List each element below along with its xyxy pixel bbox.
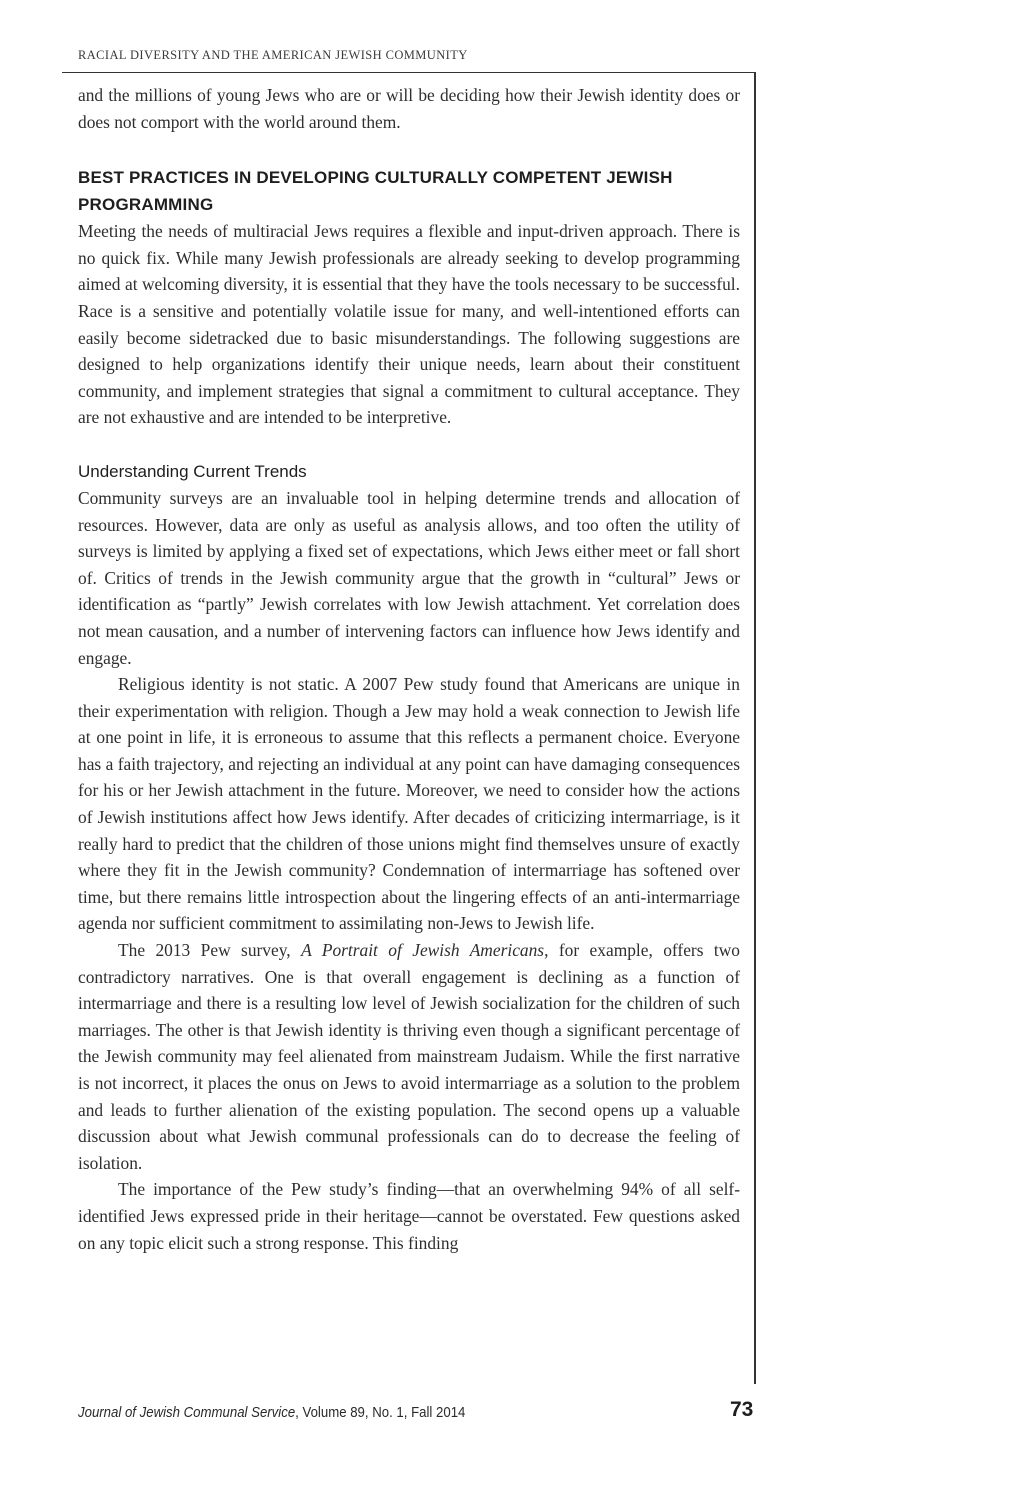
top-rule	[62, 72, 755, 73]
page-number: 73	[730, 1398, 754, 1421]
section-paragraph: Meeting the needs of multiracial Jews requires a flexible and input-driven approach. There is no quick fix. While many Jewish professionals are already seeking to develop programming aimed at welcoming diversity, it is essential that they have the tools necessary to be successful. Race is a sensitive and potentially volatile issue for many, and well-intentioned efforts can easily become sidetracked due to basic misunderstandings. The following suggestions are designed to help organizations identify their unique needs, learn about their constituent community, and implement strategies that signal a commitment to cultural acceptance. They are not exhaustive and are intended to be interpretive.	[78, 221, 740, 428]
right-rule	[754, 72, 756, 1384]
paragraph-2: Religious identity is not static. A 2007 Pew study found that Americans are unique in their experimentation with religion. Though a Jew may hold a weak connection to Jewish life at one point in life, it is erroneous to assume that this reflects a permanent choice. Everyone has a faith trajectory, and rejecting an individual at any point can have damaging consequences for his or her Jewish attachment in the future. Moreover, we need to consider how the actions of Jewish institutions affect how Jews identify. After decades of criticizing intermarriage, is it really hard to predict that the children of those unions might find themselves unsure of exactly where they fit in the Jewish community? Condemnation of intermarriage has softened over time, but there remains little introspection about the lingering effects of an anti-intermarriage agenda nor sufficient commitment to assimilating non-Jews to Jewish life.	[78, 674, 740, 934]
paragraph-4: The importance of the Pew study’s finding—that an overwhelming 94% of all self-identified Jews expressed pride in their heritage—cannot be overstated. Few questions asked on any topic elicit such a strong response. This finding	[78, 1179, 740, 1253]
paragraph-3-rest: , for example, offers two contradictory narratives. One is that overall engagement is declining as a function of intermarriage and there is a resulting low level of Jewish socialization for the children of such marriages. The other is that Jewish identity is thriving even though a significant percentage of the Jewish community may feel alienated from mainstream Judaism. While the first narrative is not incorrect, it places the onus on Jews to avoid intermarriage as a solution to the problem and leads to further alienation of the existing population. The second opens up a valuable discussion about what Jewish communal professionals can do to decrease the feeling of isolation.	[78, 940, 740, 1173]
journal-issue: , Volume 89, No. 1, Fall 2014	[295, 1404, 466, 1421]
section-heading: BEST PRACTICES IN DEVELOPING CULTURALLY COMPETENT JEWISH PROGRAMMING	[78, 168, 673, 215]
running-head: RACIAL DIVERSITY AND THE AMERICAN JEWISH COMMUNITY	[78, 48, 468, 62]
footer-journal	[78, 1404, 465, 1421]
intro-paragraph: and the millions of young Jews who are or will be deciding how their Jewish identity does or does not comport with the world around them.	[78, 85, 740, 132]
article-body	[78, 82, 740, 1256]
subsection-heading: Understanding Current Trends	[78, 461, 307, 481]
paragraph-3	[78, 937, 740, 1176]
journal-title: Journal of Jewish Communal Service	[78, 1404, 296, 1421]
pew-report-title: A Portrait of Jewish Americans	[301, 940, 545, 961]
paragraph-1: Community surveys are an invaluable tool in helping determine trends and allocation of resources. However, data are only as useful as analysis allows, and too often the utility of surveys is limited by applying a fixed set of expectations, which Jews either meet or fall short of. Critics of trends in the Jewish community argue that the growth in “cultural” Jews or identification as “partly” Jewish correlates with low Jewish attachment. Yet correlation does not mean causation, and a number of intervening factors can influence how Jews identify and engage.	[78, 487, 740, 668]
paragraph-3-start: The 2013 Pew survey,	[118, 940, 302, 961]
